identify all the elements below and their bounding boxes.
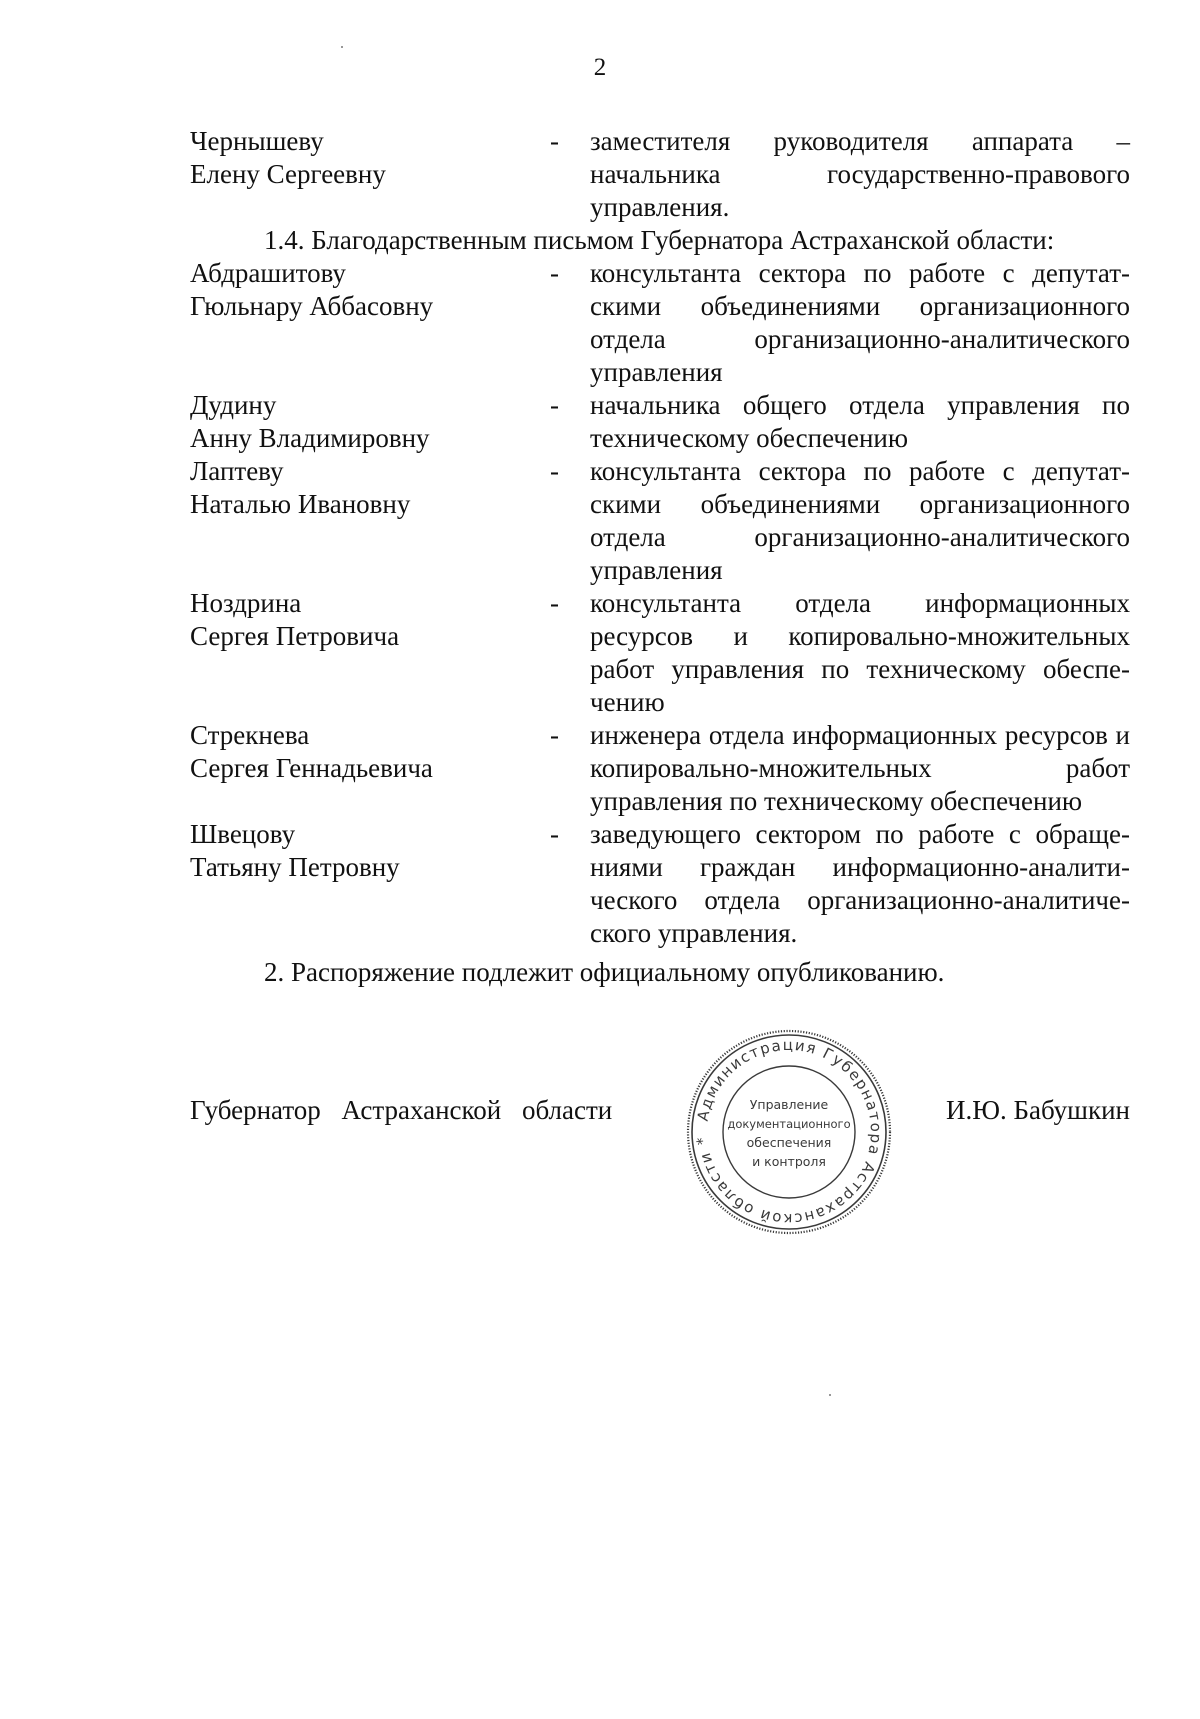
signatory-name: И.Ю. Бабушкин xyxy=(945,1095,1130,1125)
stamp-line: документационного xyxy=(727,1117,851,1131)
award-entry xyxy=(190,125,1130,224)
given-names: Сергея Петровича xyxy=(190,621,400,651)
surname: Швецову xyxy=(190,819,296,849)
surname: Абдрашитову xyxy=(190,258,346,288)
scan-speck xyxy=(829,1394,831,1396)
document-body xyxy=(190,125,1130,989)
position-description: консультанта сектора по работе с депутатскими объединениями организационного отдела организационно-аналитического управления xyxy=(590,456,1130,585)
award-entry xyxy=(190,719,1130,818)
given-names: Наталью Ивановну xyxy=(190,489,411,519)
award-entry xyxy=(190,818,1130,950)
given-names: Сергея Геннадьевича xyxy=(190,753,433,783)
stamp-ring-text: Администрация Губернатора Астраханской области * xyxy=(693,1035,886,1229)
dash: - xyxy=(550,720,559,750)
dash: - xyxy=(550,588,559,618)
position-description: консультанта отдела информационных ресурсов и копировально-множительных работ управления по техническому обеспечению xyxy=(590,588,1130,717)
position-description: начальника общего отдела управления по техническому обеспечению xyxy=(590,390,1130,453)
stamp-line: обеспечения xyxy=(746,1135,832,1150)
position-description: заведующего сектором по работе с обращениями граждан информационно-аналитического отдела организационно-аналитического управления. xyxy=(590,819,1130,948)
svg-text:Администрация Губернатора Астр xyxy=(693,1036,885,1228)
position-description: инженера отдела информационных ресурсов и копировально-множительных работ управления по техническому обеспечению xyxy=(590,720,1130,816)
scan-speck xyxy=(341,46,343,48)
award-entry xyxy=(190,455,1130,587)
dash: - xyxy=(550,126,559,156)
surname: Ноздрина xyxy=(190,588,302,618)
surname: Лаптеву xyxy=(190,456,284,486)
given-names: Елену Сергеевну xyxy=(190,159,386,189)
official-seal-stamp xyxy=(684,1027,894,1237)
dash: - xyxy=(550,819,559,849)
surname: Дудину xyxy=(190,390,277,420)
award-entry xyxy=(190,389,1130,455)
given-names: Анну Владимировну xyxy=(190,423,430,453)
given-names: Гюльнару Аббасовну xyxy=(190,291,434,321)
signatory-title: Губернатор Астраханской области xyxy=(190,1095,613,1125)
publication-clause: 2. Распоряжение подлежит официальному опубликованию. xyxy=(264,957,945,987)
dash: - xyxy=(550,456,559,486)
award-entry xyxy=(190,587,1130,719)
dash: - xyxy=(550,390,559,420)
surname: Стрекнева xyxy=(190,720,310,750)
section-heading: 1.4. Благодарственным письмом Губернатора Астраханской области: xyxy=(264,225,1055,255)
page-number: 2 xyxy=(593,54,607,81)
stamp-line: Управление xyxy=(749,1097,829,1112)
position-description: заместителя руководителя аппарата – начальника государственно-правового управления. xyxy=(590,126,1130,222)
position-description: консультанта сектора по работе с депутатскими объединениями организационного отдела организационно-аналитического управления xyxy=(590,258,1130,387)
award-entry xyxy=(190,257,1130,389)
stamp-line: и контроля xyxy=(752,1154,826,1169)
signature-block xyxy=(190,1095,1130,1135)
surname: Чернышеву xyxy=(190,126,324,156)
given-names: Татьяну Петровну xyxy=(190,852,400,882)
dash: - xyxy=(550,258,559,288)
